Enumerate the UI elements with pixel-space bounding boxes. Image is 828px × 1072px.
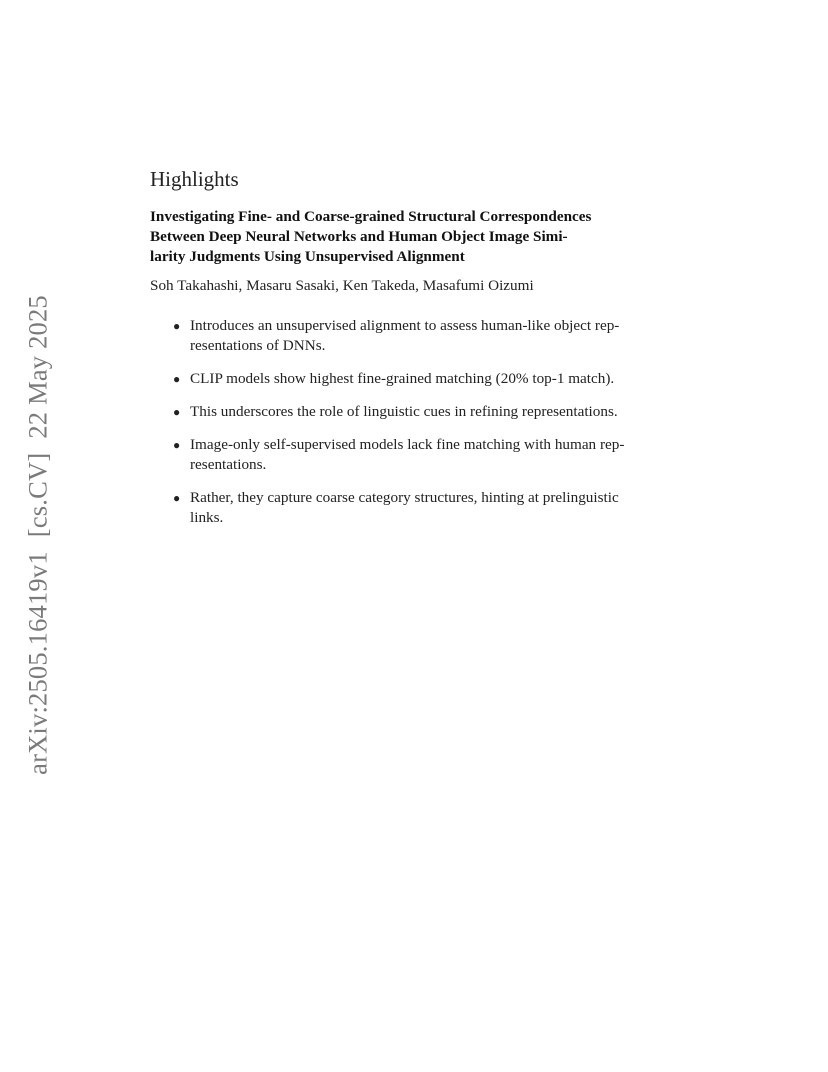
paper-title — [150, 207, 678, 267]
section-heading: Highlights — [150, 167, 239, 191]
bullet-icon: ● — [173, 438, 181, 452]
highlight-item — [173, 402, 678, 422]
highlight-item — [173, 316, 678, 356]
bullet-icon: ● — [173, 491, 181, 505]
bullet-icon: ● — [173, 372, 181, 386]
highlight-text-line: resentations. — [190, 456, 267, 473]
highlight-text-line: resentations of DNNs. — [190, 337, 326, 354]
highlight-item — [173, 488, 678, 528]
highlights-list — [150, 316, 678, 528]
bullet-icon: ● — [173, 405, 181, 419]
author-list: Soh Takahashi, Masaru Sasaki, Ken Takeda, Masafumi Oizumi — [150, 277, 534, 294]
highlight-text-line: links. — [190, 509, 224, 526]
highlight-text-line: Introduces an unsupervised alignment to assess human-like object rep- — [190, 317, 620, 334]
title-line: Between Deep Neural Networks and Human Object Image Simi- — [150, 228, 568, 245]
arxiv-id: arXiv:2505.16419v1 — [22, 551, 53, 775]
title-line: larity Judgments Using Unsupervised Alignment — [150, 248, 465, 265]
arxiv-date: 22 May 2025 — [22, 295, 53, 439]
highlight-text-line: Rather, they capture coarse category structures, hinting at prelinguistic — [190, 489, 619, 506]
arxiv-side-stamp — [23, 295, 54, 775]
highlight-item — [173, 435, 678, 475]
highlights-section — [150, 165, 678, 541]
highlight-text-line: This underscores the role of linguistic cues in refining representations. — [190, 403, 618, 420]
title-line: Investigating Fine- and Coarse-grained Structural Correspondences — [150, 208, 592, 225]
highlight-text-line: Image-only self-supervised models lack fine matching with human rep- — [190, 436, 625, 453]
highlight-item — [173, 369, 678, 389]
bullet-icon: ● — [173, 319, 181, 333]
highlight-text-line: CLIP models show highest fine-grained matching (20% top-1 match). — [190, 370, 615, 387]
arxiv-category: [cs.CV] — [22, 452, 53, 538]
